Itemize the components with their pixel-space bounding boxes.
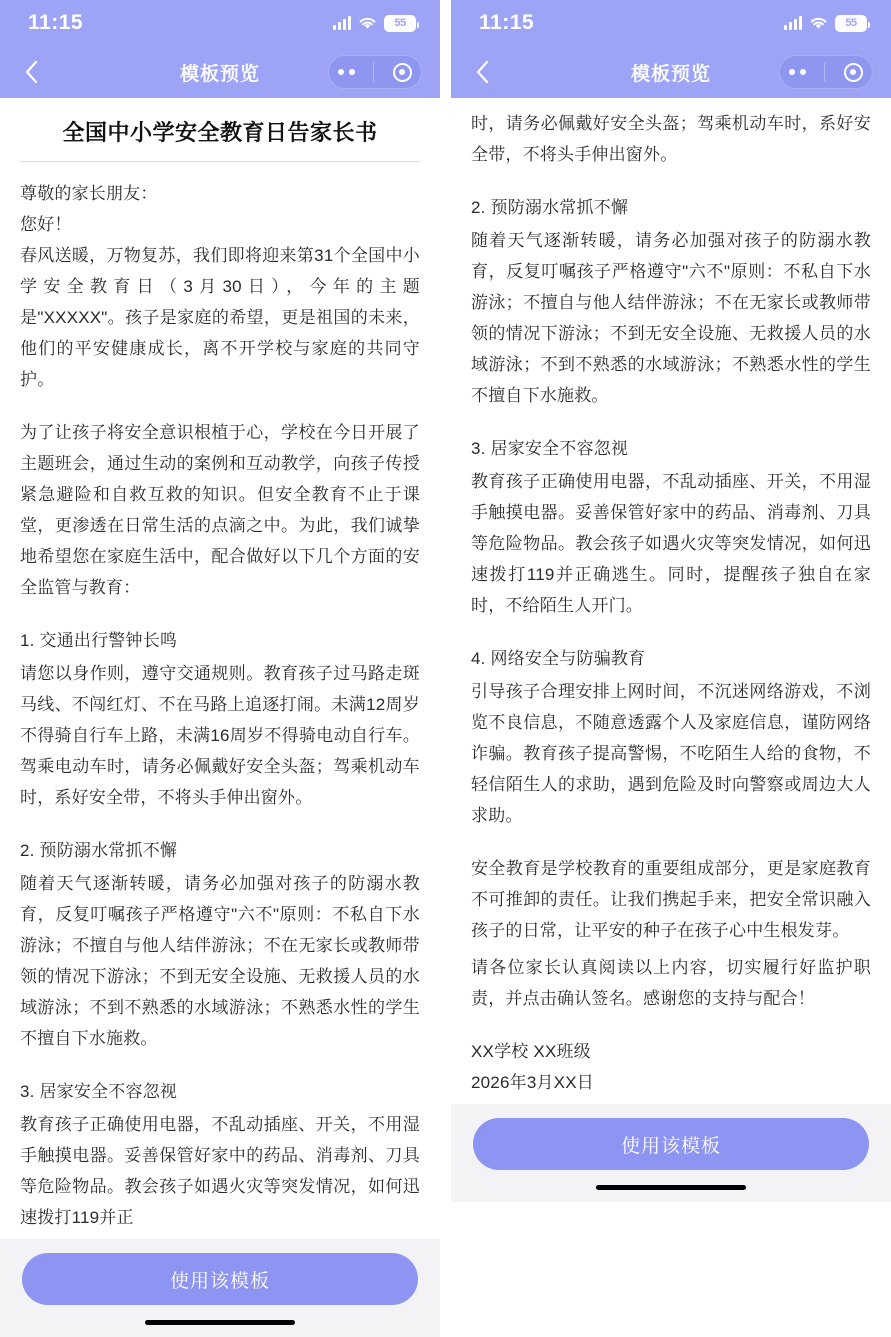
target-circle-icon[interactable]	[844, 63, 863, 82]
school-class-line: XX学校 XX班级	[471, 1042, 591, 1061]
paragraph: 教育孩子正确使用电器，不乱动插座、开关，不用湿手触摸电器。妥善保管好家中的药品、消毒剂、刀具等危险物品。教会孩子如遇火灾等突发情况，如何迅速拨打119并正	[20, 1115, 420, 1227]
section-heading: 3. 居家安全不容忽视	[471, 439, 629, 458]
paragraph: 引导孩子合理安排上网时间，不沉迷网络游戏，不浏览不良信息，不随意透露个人及家庭信息，谨防网络诈骗。教育孩子提高警惕，不吃陌生人给的食物，不轻信陌生人的求助，遇到危险及时向警察或周边大人求助。	[471, 682, 871, 825]
battery-level: 55	[837, 17, 865, 30]
wifi-icon	[809, 16, 828, 30]
page-title: 模板预览	[630, 63, 711, 85]
capsule-divider	[824, 62, 825, 82]
paragraph: 随着天气逐渐转暖，请务必加强对孩子的防溺水教育，反复叮嘱孩子严格遵守"六不"原则：不私自下水游泳；不擅自与他人结伴游泳；不在无家长或教师带领的情况下游泳；不到无安全设施、无救援人员的水域游泳；不到不熟悉的水域游泳；不熟悉水性的学生不擅自下水施救。	[471, 231, 871, 405]
home-indicator	[596, 1185, 746, 1190]
paragraph: 为了让孩子将安全意识根植于心，学校在今日开展了主题班会，通过生动的案例和互动教学，向孩子传授紧急避险和自救互救的知识。但安全教育不止于课堂，更渗透在日常生活的点滴之中。为此，我们诚挚地希望您在家庭生活中，配合做好以下几个方面的安全监管与教育：	[20, 423, 420, 597]
document-body	[20, 98, 420, 1233]
battery-icon	[384, 15, 416, 32]
back-chevron-icon[interactable]	[471, 61, 493, 83]
nav-bar	[0, 46, 440, 98]
paragraph: 春风送暖，万物复苏，我们即将迎来第31个全国中小学安全教育日（3月30日），今年的主题是"XXXXX"。孩子是家庭的希望，更是祖国的未来，他们的平安健康成长，离不开学校与家庭的共同守护。	[20, 246, 420, 389]
status-bar	[451, 0, 891, 46]
section-heading: 2. 预防溺水常抓不懈	[471, 198, 629, 217]
paragraph: 安全教育是学校教育的重要组成部分，更是家庭教育不可推卸的责任。让我们携起手来，把安全常识融入孩子的日常，让平安的种子在孩子心中生根发芽。	[471, 859, 871, 940]
status-bar	[0, 0, 440, 46]
paragraph: 请您以身作则，遵守交通规则。教育孩子过马路走斑马线、不闯红灯、不在马路上追逐打闹。未满12周岁不得骑自行车上路，未满16周岁不得骑电动自行车。驾乘电动车时，请务必佩戴好安全头盔；驾乘机动车时，系好安全带，不将头手伸出窗外。	[20, 664, 420, 807]
battery-level: 55	[386, 17, 414, 30]
footer-bar	[451, 1104, 891, 1202]
document-title: 全国中小学安全教育日告家长书	[62, 120, 378, 145]
use-template-button[interactable]: 使用该模板	[22, 1253, 418, 1305]
document-content-right[interactable]	[451, 98, 891, 1104]
use-template-button[interactable]: 使用该模板	[473, 1118, 869, 1170]
target-circle-icon[interactable]	[393, 63, 412, 82]
paragraph: 教育孩子正确使用电器，不乱动插座、开关，不用湿手触摸电器。妥善保管好家中的药品、消毒剂、刀具等危险物品。教会孩子如遇火灾等突发情况，如何迅速拨打119并正确逃生。同时，提醒孩子独自在家时，不给陌生人开门。	[471, 472, 871, 615]
status-time: 11:15	[479, 11, 535, 34]
date-line: 2026年3月XX日	[471, 1073, 594, 1092]
wifi-icon	[358, 16, 377, 30]
battery-icon	[835, 15, 867, 32]
paragraph: 您好！	[20, 215, 72, 234]
mini-program-capsule[interactable]	[779, 55, 873, 89]
phone-screen-right	[451, 0, 891, 1157]
section-heading: 1. 交通出行警钟长鸣	[20, 631, 178, 650]
cellular-signal-icon	[784, 16, 802, 30]
status-indicators	[333, 15, 416, 32]
title-divider	[20, 161, 420, 162]
nav-bar	[451, 46, 891, 98]
section-heading: 4. 网络安全与防骗教育	[471, 649, 646, 668]
paragraph: 请各位家长认真阅读以上内容，切实履行好监护职责，并点击确认签名。感谢您的支持与配合！	[471, 958, 871, 1008]
phone-screen-left	[0, 0, 440, 1292]
section-heading: 3. 居家安全不容忽视	[20, 1082, 178, 1101]
paragraph: 尊敬的家长朋友：	[20, 184, 158, 203]
footer-bar	[0, 1239, 440, 1337]
more-dots-icon[interactable]	[338, 69, 355, 75]
status-indicators	[784, 15, 867, 32]
home-indicator	[145, 1320, 295, 1325]
document-body	[471, 108, 871, 1098]
document-content-left[interactable]	[0, 98, 440, 1239]
paragraph: 随着天气逐渐转暖，请务必加强对孩子的防溺水教育，反复叮嘱孩子严格遵守"六不"原则：不私自下水游泳；不擅自与他人结伴游泳；不在无家长或教师带领的情况下游泳；不到无安全设施、无救援人员的水域游泳；不到不熟悉的水域游泳；不熟悉水性的学生不擅自下水施救。	[20, 874, 420, 1048]
back-chevron-icon[interactable]	[20, 61, 42, 83]
more-dots-icon[interactable]	[789, 69, 806, 75]
capsule-divider	[373, 62, 374, 82]
paragraph: 时，请务必佩戴好安全头盔；驾乘机动车时，系好安全带，不将头手伸出窗外。	[471, 114, 871, 164]
status-time: 11:15	[28, 11, 84, 34]
page-title: 模板预览	[179, 63, 260, 85]
section-heading: 2. 预防溺水常抓不懈	[20, 841, 178, 860]
mini-program-capsule[interactable]	[328, 55, 422, 89]
cellular-signal-icon	[333, 16, 351, 30]
